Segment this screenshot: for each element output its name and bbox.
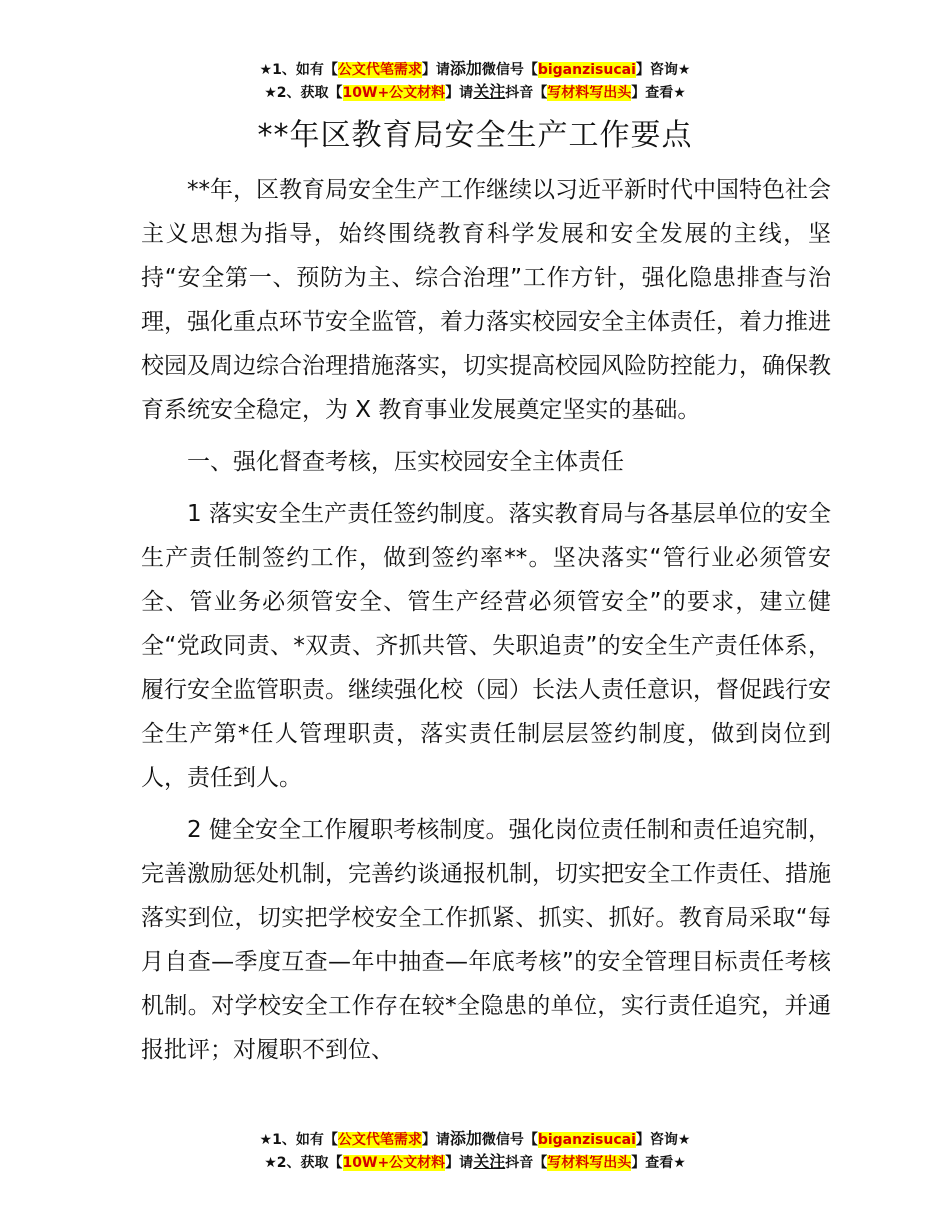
highlight-text: 写材料写出头 [547, 1155, 632, 1171]
highlight-text: biganzisucai [537, 1132, 636, 1148]
paragraph-intro: **年，区教育局安全生产工作继续以习近平新时代中国特色社会主义思想为指导，始终围绕教育科学发展和安全发展的主线，坚持“安全第一、预防为主、综合治理”工作方针，强化隐患排查与治理，强化重点环节安全监管，着力落实校园安全主体责任，着力推进校园及周边综合治理措施落实，切实提高校园风险防控能力，确保教育系统安全稳定，为 X 教育事业发展奠定坚实的基础。 [141, 177, 831, 423]
highlight-text: 10W+公文材料 [342, 85, 446, 101]
promo-banner-bottom [0, 1128, 950, 1174]
document-title: **年区教育局安全生产工作要点 [257, 118, 693, 153]
paragraph-item-2: 2 健全安全工作履职考核制度。强化岗位责任制和责任追究制，完善激励惩处机制，完善约谈通报机制，切实把安全工作责任、措施落实到位，切实把学校安全工作抓紧、抓实、抓好。教育局采取“每月自查—季度互查—年中抽查—年底考核”的安全管理目标责任考核机制。对学校安全工作存在较*全隐患的单位，实行责任追究，并通报批评；对履职不到位、 [141, 817, 831, 1063]
promo-line-1: ★1、如有【公文代笔需求】请添加微信号【biganzisucai】咨询★ [259, 59, 691, 78]
promo-line-2: ★2、获取【10W+公文材料】请关注抖音【写材料写出头】查看★ [264, 1152, 686, 1171]
highlight-text: 公文代笔需求 [337, 62, 422, 78]
promo-line-1: ★1、如有【公文代笔需求】请添加微信号【biganzisucai】咨询★ [259, 1129, 691, 1148]
promo-banner-top [0, 58, 950, 104]
highlight-text: 写材料写出头 [547, 85, 632, 101]
section-heading: 一、强化督查考核，压实校园安全主体责任 [187, 449, 624, 475]
promo-line-2: ★2、获取【10W+公文材料】请关注抖音【写材料写出头】查看★ [264, 82, 686, 101]
highlight-text: 公文代笔需求 [337, 1132, 422, 1148]
paragraph-item-1: 1 落实安全生产责任签约制度。落实教育局与各基层单位的安全生产责任制签约工作，做到签约率**。坚决落实“管行业必须管安全、管业务必须管安全、管生产经营必须管安全”的要求，建立健全“党政同责、*双责、齐抓共管、失职追责”的安全生产责任体系，履行安全监管职责。继续强化校（园）长法人责任意识，督促践行安全生产第*任人管理职责，落实责任制层层签约制度，做到岗位到人，责任到人。 [141, 501, 831, 791]
highlight-text: biganzisucai [537, 62, 636, 78]
highlight-text: 10W+公文材料 [342, 1155, 446, 1171]
document-body [141, 168, 831, 1072]
